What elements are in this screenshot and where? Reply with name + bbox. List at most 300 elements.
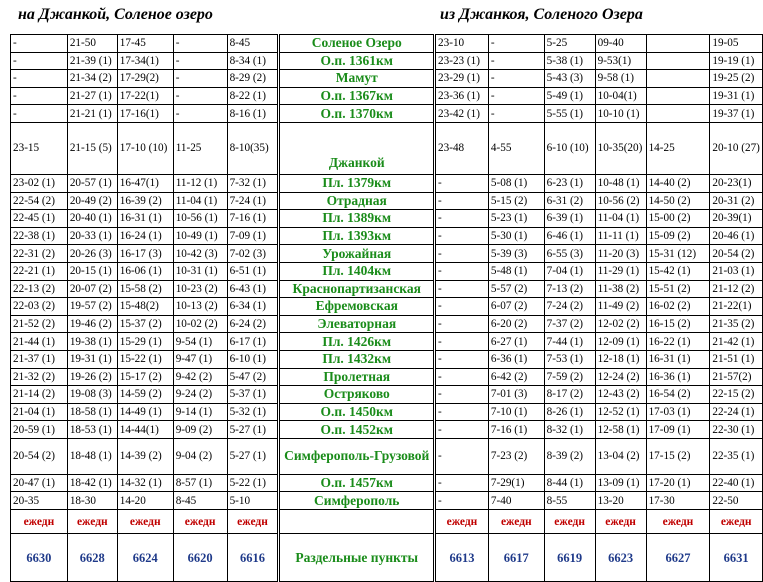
arrival-time-cell: 5-43 (3) [544, 70, 595, 88]
arrival-time-cell: 6-42 (2) [488, 368, 544, 386]
departure-time-cell: 15-29 (1) [117, 333, 173, 351]
daily-label: ежедн [646, 510, 710, 534]
departure-time-cell: 20-47 (1) [11, 474, 68, 492]
departure-time-cell: 10-02 (2) [173, 315, 227, 333]
arrival-time-cell: 23-48 [435, 122, 489, 174]
arrival-time-cell: 12-43 (2) [595, 386, 646, 404]
station-name: Джанкой [279, 122, 435, 174]
departure-time-cell: 22-03 (2) [11, 298, 68, 316]
arrival-time-cell: - [488, 87, 544, 105]
departure-time-cell: 8-45 [173, 492, 227, 510]
arrival-time-cell: 11-11 (1) [595, 227, 646, 245]
arrival-time-cell: 11-20 (3) [595, 245, 646, 263]
departure-time-cell: 16-24 (1) [117, 227, 173, 245]
arrival-time-cell: 5-08 (1) [488, 174, 544, 192]
arrival-time-cell: - [435, 298, 489, 316]
timetable-row [11, 174, 763, 192]
station-name: Краснопартизанская [279, 280, 435, 298]
departure-time-cell: 20-49 (2) [67, 192, 117, 210]
arrival-time-cell: 4-55 [488, 122, 544, 174]
daily-schedule-row [11, 510, 763, 534]
departure-time-cell: 21-39 (1) [67, 52, 117, 70]
arrival-time-cell: 19-19 (1) [710, 52, 763, 70]
arrival-time-cell: 21-12 (2) [710, 280, 763, 298]
departure-time-cell: 8-45 [227, 35, 279, 53]
departure-time-cell: 17-34(1) [117, 52, 173, 70]
departure-time-cell: 9-42 (2) [173, 368, 227, 386]
arrival-time-cell: 15-09 (2) [646, 227, 710, 245]
train-number: 6631 [710, 534, 763, 582]
arrival-time-cell: - [435, 368, 489, 386]
departure-time-cell: 8-22 (1) [227, 87, 279, 105]
departure-time-cell: 18-42 (1) [67, 474, 117, 492]
arrival-time-cell: 10-04(1) [595, 87, 646, 105]
arrival-time-cell: 12-58 (1) [595, 421, 646, 439]
station-name: О.п. 1457км [279, 474, 435, 492]
arrival-time-cell: 7-29(1) [488, 474, 544, 492]
departure-time-cell: 20-35 [11, 492, 68, 510]
arrival-time-cell: - [435, 350, 489, 368]
arrival-time-cell: 20-39(1) [710, 210, 763, 228]
arrival-time-cell: 8-26 (1) [544, 403, 595, 421]
arrival-time-cell: 7-01 (3) [488, 386, 544, 404]
arrival-time-cell: 6-46 (1) [544, 227, 595, 245]
arrival-time-cell [646, 105, 710, 123]
departure-time-cell: 21-21 (1) [67, 105, 117, 123]
arrival-time-cell [646, 52, 710, 70]
arrival-time-cell: 16-02 (2) [646, 298, 710, 316]
arrival-time-cell: 22-50 [710, 492, 763, 510]
arrival-time-cell: 16-54 (2) [646, 386, 710, 404]
station-name: Мамут [279, 70, 435, 88]
station-name: Пл. 1404км [279, 262, 435, 280]
departure-time-cell: 9-14 (1) [173, 403, 227, 421]
arrival-time-cell: - [435, 192, 489, 210]
departure-time-cell: 17-45 [117, 35, 173, 53]
arrival-time-cell: 7-24 (2) [544, 298, 595, 316]
departure-time-cell: 19-31 (1) [67, 350, 117, 368]
arrival-time-cell: 10-56 (2) [595, 192, 646, 210]
daily-label: ежедн [67, 510, 117, 534]
departure-time-cell: 7-32 (1) [227, 174, 279, 192]
station-name: Соленое Озеро [279, 35, 435, 53]
arrival-time-cell: 6-20 (2) [488, 315, 544, 333]
timetable-row [11, 262, 763, 280]
departure-time-cell: 18-30 [67, 492, 117, 510]
arrival-time-cell: 8-44 (1) [544, 474, 595, 492]
departure-time-cell: 5-47 (2) [227, 368, 279, 386]
arrival-time-cell: 19-05 [710, 35, 763, 53]
departure-time-cell: 14-59 (2) [117, 386, 173, 404]
arrival-time-cell [646, 35, 710, 53]
departure-time-cell: 22-13 (2) [11, 280, 68, 298]
arrival-time-cell: 17-20 (1) [646, 474, 710, 492]
arrival-time-cell: 7-23 (2) [488, 438, 544, 474]
arrival-time-cell: - [435, 403, 489, 421]
departure-time-cell: 15-22 (1) [117, 350, 173, 368]
departure-time-cell: - [173, 87, 227, 105]
arrival-time-cell: - [488, 105, 544, 123]
departure-time-cell: 23-02 (1) [11, 174, 68, 192]
station-name: О.п. 1367км [279, 87, 435, 105]
departure-time-cell: 16-17 (3) [117, 245, 173, 263]
arrival-time-cell: 12-24 (2) [595, 368, 646, 386]
arrival-time-cell: 19-31 (1) [710, 87, 763, 105]
timetable-row [11, 52, 763, 70]
arrival-time-cell: 15-42 (1) [646, 262, 710, 280]
arrival-time-cell: 5-25 [544, 35, 595, 53]
station-name: Пл. 1389км [279, 210, 435, 228]
arrival-time-cell: 21-42 (1) [710, 333, 763, 351]
arrival-time-cell: - [488, 35, 544, 53]
arrival-time-cell: 21-51 (1) [710, 350, 763, 368]
departure-time-cell: 19-26 (2) [67, 368, 117, 386]
departure-time-cell: 6-24 (2) [227, 315, 279, 333]
arrival-time-cell: 17-03 (1) [646, 403, 710, 421]
train-number: 6620 [173, 534, 227, 582]
departure-time-cell: 10-56 (1) [173, 210, 227, 228]
arrival-time-cell: 22-40 (1) [710, 474, 763, 492]
arrival-time-cell: 16-31 (1) [646, 350, 710, 368]
departure-time-cell: 6-17 (1) [227, 333, 279, 351]
arrival-time-cell: 20-23(1) [710, 174, 763, 192]
train-number: 6617 [488, 534, 544, 582]
departure-time-cell: 20-59 (1) [11, 421, 68, 439]
departure-time-cell: 6-43 (1) [227, 280, 279, 298]
arrival-time-cell: 13-09 (1) [595, 474, 646, 492]
daily-label: ежедн [595, 510, 646, 534]
departure-time-cell: 9-47 (1) [173, 350, 227, 368]
departure-time-cell: 23-15 [11, 122, 68, 174]
arrival-time-cell: - [435, 174, 489, 192]
departure-time-cell: 5-27 (1) [227, 421, 279, 439]
departure-time-cell: 7-02 (3) [227, 245, 279, 263]
arrival-time-cell: - [435, 474, 489, 492]
departure-time-cell: 8-29 (2) [227, 70, 279, 88]
timetable-row [11, 368, 763, 386]
timetable-row [11, 421, 763, 439]
departure-time-cell: 14-20 [117, 492, 173, 510]
arrival-time-cell: 23-23 (1) [435, 52, 489, 70]
departure-time-cell: 18-58 (1) [67, 403, 117, 421]
arrival-time-cell: 23-36 (1) [435, 87, 489, 105]
station-name: Отрадная [279, 192, 435, 210]
departure-time-cell: 6-51 (1) [227, 262, 279, 280]
departure-time-cell: - [173, 105, 227, 123]
timetable-row [11, 350, 763, 368]
station-name: Урожайная [279, 245, 435, 263]
train-number: 6623 [595, 534, 646, 582]
arrival-time-cell: 8-32 (1) [544, 421, 595, 439]
arrival-time-cell: - [435, 245, 489, 263]
train-number: 6613 [435, 534, 489, 582]
arrival-time-cell: 12-09 (1) [595, 333, 646, 351]
departure-time-cell: - [173, 35, 227, 53]
arrival-time-cell: 12-02 (2) [595, 315, 646, 333]
station-name: Симферополь [279, 492, 435, 510]
arrival-time-cell: 6-07 (2) [488, 298, 544, 316]
departure-time-cell: 8-57 (1) [173, 474, 227, 492]
station-name: Остряково [279, 386, 435, 404]
daily-label: ежедн [544, 510, 595, 534]
departure-time-cell: 9-04 (2) [173, 438, 227, 474]
departure-time-cell: 22-54 (2) [11, 192, 68, 210]
arrival-time-cell: - [435, 280, 489, 298]
arrival-time-cell: 10-48 (1) [595, 174, 646, 192]
daily-label: ежедн [710, 510, 763, 534]
departure-time-cell: 9-24 (2) [173, 386, 227, 404]
departure-time-cell: 16-47(1) [117, 174, 173, 192]
arrival-time-cell: 15-51 (2) [646, 280, 710, 298]
arrival-time-cell: 12-18 (1) [595, 350, 646, 368]
departure-time-cell: 9-09 (2) [173, 421, 227, 439]
arrival-time-cell: 7-10 (1) [488, 403, 544, 421]
arrival-time-cell: 6-10 (10) [544, 122, 595, 174]
timetable-row [11, 403, 763, 421]
arrival-time-cell: 09-40 [595, 35, 646, 53]
timetable-row [11, 192, 763, 210]
departure-time-cell: 14-39 (2) [117, 438, 173, 474]
arrival-time-cell: 20-54 (2) [710, 245, 763, 263]
arrival-time-cell: 8-39 (2) [544, 438, 595, 474]
departure-time-cell: 22-31 (2) [11, 245, 68, 263]
station-column-header: Раздельные пункты [279, 534, 435, 582]
arrival-time-cell: - [488, 52, 544, 70]
station-name: О.п. 1361км [279, 52, 435, 70]
arrival-time-cell: 7-53 (1) [544, 350, 595, 368]
departure-time-cell: 15-48(2) [117, 298, 173, 316]
departure-time-cell: 10-49 (1) [173, 227, 227, 245]
arrival-time-cell: 7-16 (1) [488, 421, 544, 439]
departure-time-cell: 20-33 (1) [67, 227, 117, 245]
arrival-time-cell: 5-23 (1) [488, 210, 544, 228]
arrival-time-cell: 7-04 (1) [544, 262, 595, 280]
departure-time-cell: 14-44(1) [117, 421, 173, 439]
departure-time-cell: 21-14 (2) [11, 386, 68, 404]
departure-time-cell: 16-31 (1) [117, 210, 173, 228]
departure-time-cell: 22-45 (1) [11, 210, 68, 228]
arrival-time-cell: 14-40 (2) [646, 174, 710, 192]
arrival-time-cell: 23-10 [435, 35, 489, 53]
timetable-row [11, 474, 763, 492]
departure-time-cell: - [11, 35, 68, 53]
departure-time-cell: 5-22 (1) [227, 474, 279, 492]
arrival-time-cell: 12-52 (1) [595, 403, 646, 421]
arrival-time-cell: 23-42 (1) [435, 105, 489, 123]
arrival-time-cell: 20-10 (27) [710, 122, 763, 174]
arrival-time-cell: 5-48 (1) [488, 262, 544, 280]
arrival-time-cell: 13-04 (2) [595, 438, 646, 474]
arrival-time-cell: 6-27 (1) [488, 333, 544, 351]
arrival-time-cell: 19-25 (2) [710, 70, 763, 88]
arrival-time-cell: 21-35 (2) [710, 315, 763, 333]
departure-time-cell: 14-32 (1) [117, 474, 173, 492]
departure-time-cell: 8-34 (1) [227, 52, 279, 70]
right-direction-title: из Джанкоя, Соленого Озера [440, 6, 643, 23]
station-spacer [279, 510, 435, 534]
timetable-row [11, 386, 763, 404]
arrival-time-cell: 22-30 (1) [710, 421, 763, 439]
departure-time-cell: 10-13 (2) [173, 298, 227, 316]
departure-time-cell: 15-37 (2) [117, 315, 173, 333]
arrival-time-cell: 6-55 (3) [544, 245, 595, 263]
arrival-time-cell: 6-36 (1) [488, 350, 544, 368]
departure-time-cell: 19-46 (2) [67, 315, 117, 333]
daily-label: ежедн [488, 510, 544, 534]
timetable-row [11, 333, 763, 351]
departure-time-cell: 20-26 (3) [67, 245, 117, 263]
arrival-time-cell: 11-49 (2) [595, 298, 646, 316]
arrival-time-cell: 5-15 (2) [488, 192, 544, 210]
departure-time-cell: - [11, 105, 68, 123]
departure-time-cell: 21-37 (1) [11, 350, 68, 368]
train-number: 6627 [646, 534, 710, 582]
departure-time-cell: 7-16 (1) [227, 210, 279, 228]
arrival-time-cell: 14-25 [646, 122, 710, 174]
arrival-time-cell: 21-57(2) [710, 368, 763, 386]
departure-time-cell: 10-23 (2) [173, 280, 227, 298]
arrival-time-cell [646, 70, 710, 88]
timetable-row [11, 227, 763, 245]
arrival-time-cell: 7-44 (1) [544, 333, 595, 351]
station-name: О.п. 1450км [279, 403, 435, 421]
station-name: Пролетная [279, 368, 435, 386]
timetable-row [11, 315, 763, 333]
departure-time-cell: - [173, 70, 227, 88]
arrival-time-cell: 9-53(1) [595, 52, 646, 70]
arrival-time-cell: 5-55 (1) [544, 105, 595, 123]
departure-time-cell: 21-34 (2) [67, 70, 117, 88]
train-number: 6616 [227, 534, 279, 582]
departure-time-cell: - [173, 52, 227, 70]
departure-time-cell: 19-08 (3) [67, 386, 117, 404]
arrival-time-cell: 9-58 (1) [595, 70, 646, 88]
arrival-time-cell: - [435, 438, 489, 474]
arrival-time-cell: - [435, 421, 489, 439]
arrival-time-cell: 11-38 (2) [595, 280, 646, 298]
departure-time-cell: 20-07 (2) [67, 280, 117, 298]
departure-time-cell: 11-12 (1) [173, 174, 227, 192]
departure-time-cell: 20-15 (1) [67, 262, 117, 280]
arrival-time-cell: 10-35(20) [595, 122, 646, 174]
departure-time-cell: 10-31 (1) [173, 262, 227, 280]
departure-time-cell: 9-54 (1) [173, 333, 227, 351]
timetable-row [11, 105, 763, 123]
train-number: 6630 [11, 534, 68, 582]
daily-label: ежедн [227, 510, 279, 534]
arrival-time-cell: 21-03 (1) [710, 262, 763, 280]
arrival-time-cell: 10-10 (1) [595, 105, 646, 123]
daily-label: ежедн [11, 510, 68, 534]
departure-time-cell: 7-24 (1) [227, 192, 279, 210]
departure-time-cell: 20-54 (2) [11, 438, 68, 474]
timetable-row [11, 245, 763, 263]
station-name: Симферополь-Грузовой [279, 438, 435, 474]
arrival-time-cell: 7-37 (2) [544, 315, 595, 333]
arrival-time-cell: 17-30 [646, 492, 710, 510]
timetable-row [11, 122, 763, 174]
arrival-time-cell: 22-15 (2) [710, 386, 763, 404]
arrival-time-cell: 8-17 (2) [544, 386, 595, 404]
arrival-time-cell: 16-22 (1) [646, 333, 710, 351]
arrival-time-cell: 13-20 [595, 492, 646, 510]
departure-time-cell: 21-27 (1) [67, 87, 117, 105]
departure-time-cell: 19-38 (1) [67, 333, 117, 351]
departure-time-cell: 21-04 (1) [11, 403, 68, 421]
arrival-time-cell [646, 87, 710, 105]
arrival-time-cell: 20-46 (1) [710, 227, 763, 245]
departure-time-cell: 21-44 (1) [11, 333, 68, 351]
timetable-row [11, 280, 763, 298]
departure-time-cell: 16-06 (1) [117, 262, 173, 280]
departure-time-cell: 6-10 (1) [227, 350, 279, 368]
arrival-time-cell: 17-09 (1) [646, 421, 710, 439]
train-number: 6624 [117, 534, 173, 582]
arrival-time-cell: 20-31 (2) [710, 192, 763, 210]
arrival-time-cell: 7-40 [488, 492, 544, 510]
arrival-time-cell: - [435, 315, 489, 333]
departure-time-cell: 5-37 (1) [227, 386, 279, 404]
arrival-time-cell: 5-39 (3) [488, 245, 544, 263]
arrival-time-cell: 8-55 [544, 492, 595, 510]
departure-time-cell: 6-34 (1) [227, 298, 279, 316]
arrival-time-cell: 5-49 (1) [544, 87, 595, 105]
train-number: 6628 [67, 534, 117, 582]
daily-label: ежедн [173, 510, 227, 534]
departure-time-cell: 5-27 (1) [227, 438, 279, 474]
departure-time-cell: 10-42 (3) [173, 245, 227, 263]
departure-time-cell: 21-32 (2) [11, 368, 68, 386]
arrival-time-cell: 11-29 (1) [595, 262, 646, 280]
arrival-time-cell: - [435, 262, 489, 280]
arrival-time-cell: 6-23 (1) [544, 174, 595, 192]
timetable-row [11, 35, 763, 53]
departure-time-cell: 21-15 (5) [67, 122, 117, 174]
departure-time-cell: 5-10 [227, 492, 279, 510]
departure-time-cell: 18-48 (1) [67, 438, 117, 474]
daily-label: ежедн [435, 510, 489, 534]
departure-time-cell: 15-17 (2) [117, 368, 173, 386]
departure-time-cell: 22-38 (1) [11, 227, 68, 245]
arrival-time-cell: 21-22(1) [710, 298, 763, 316]
arrival-time-cell: - [488, 70, 544, 88]
arrival-time-cell: 22-35 (1) [710, 438, 763, 474]
departure-time-cell: 17-22(1) [117, 87, 173, 105]
departure-time-cell: 8-16 (1) [227, 105, 279, 123]
arrival-time-cell: - [435, 210, 489, 228]
departure-time-cell: - [11, 52, 68, 70]
departure-time-cell: 11-04 (1) [173, 192, 227, 210]
station-name: Пл. 1432км [279, 350, 435, 368]
arrival-time-cell: 7-59 (2) [544, 368, 595, 386]
station-name: О.п. 1452км [279, 421, 435, 439]
departure-time-cell: 19-57 (2) [67, 298, 117, 316]
arrival-time-cell: 14-50 (2) [646, 192, 710, 210]
departure-time-cell: 21-52 (2) [11, 315, 68, 333]
departure-time-cell: - [11, 70, 68, 88]
station-name: О.п. 1370км [279, 105, 435, 123]
arrival-time-cell: 23-29 (1) [435, 70, 489, 88]
arrival-time-cell: 5-57 (2) [488, 280, 544, 298]
arrival-time-cell: - [435, 227, 489, 245]
departure-time-cell: 17-29(2) [117, 70, 173, 88]
timetable-row [11, 492, 763, 510]
station-name: Пл. 1426км [279, 333, 435, 351]
departure-time-cell: 14-49 (1) [117, 403, 173, 421]
departure-time-cell: 17-10 (10) [117, 122, 173, 174]
timetable-row [11, 87, 763, 105]
arrival-time-cell: 6-39 (1) [544, 210, 595, 228]
